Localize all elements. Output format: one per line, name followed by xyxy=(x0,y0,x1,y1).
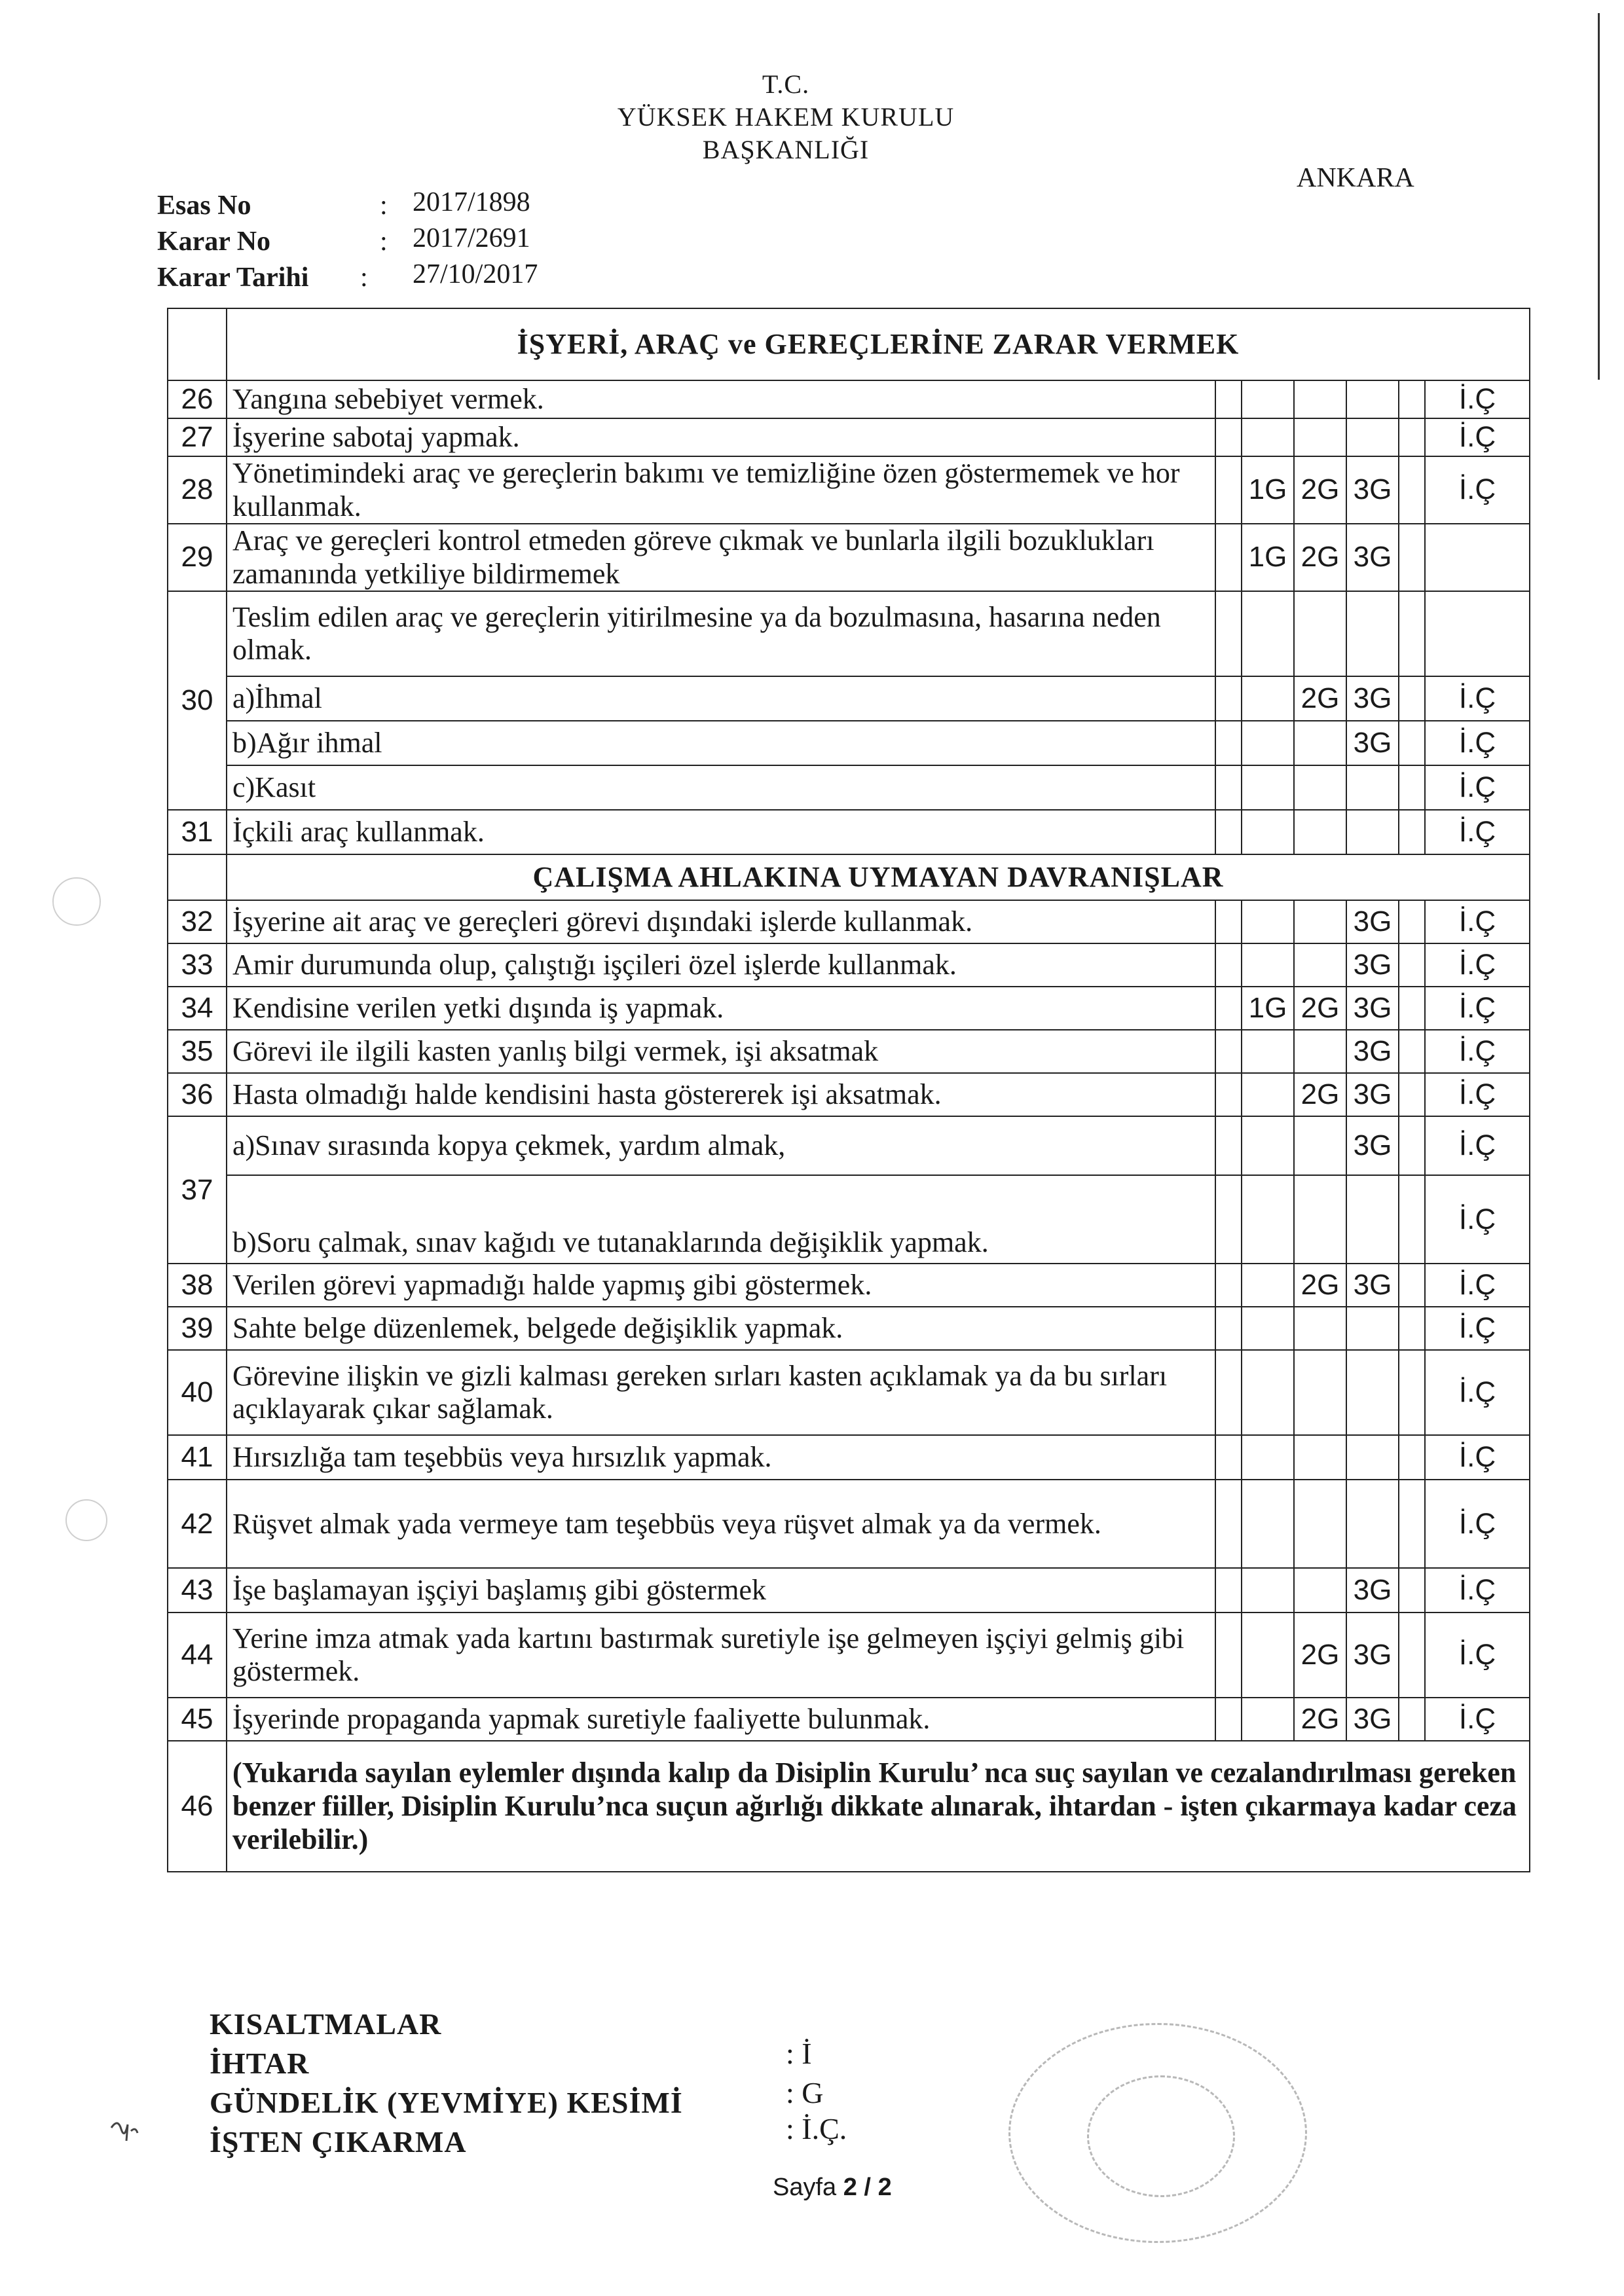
row-number: 40 xyxy=(168,1350,227,1435)
row-number: 33 xyxy=(168,943,227,987)
row-text: Görevine ilişkin ve gizli kalması gereken sırları kasten açıklamak ya da bu sırları açıklayarak çıkar sağlamak. xyxy=(227,1350,1215,1435)
abbreviations-title: KISALTMALAR xyxy=(210,2007,442,2041)
penalty-3g: 3G xyxy=(1346,1613,1399,1698)
penalty-dismissal: İ.Ç xyxy=(1425,1073,1530,1116)
row-number: 27 xyxy=(168,418,227,456)
penalty-dismissal: İ.Ç xyxy=(1425,1307,1530,1350)
penalty-3g: 3G xyxy=(1346,1698,1399,1741)
row-number: 30 xyxy=(168,591,227,810)
discipline-table xyxy=(167,308,1530,1872)
header-tc: T.C. xyxy=(762,69,810,99)
penalty-dismissal: İ.Ç xyxy=(1425,676,1530,721)
abbreviation-value: : İ xyxy=(786,2037,812,2070)
table-row xyxy=(168,1350,1530,1435)
penalty-dismissal: İ.Ç xyxy=(1425,418,1530,456)
table-row xyxy=(168,900,1530,943)
row-number: 29 xyxy=(168,524,227,591)
table-row xyxy=(168,987,1530,1030)
header-institution: YÜKSEK HAKEM KURULU xyxy=(617,102,955,132)
row-text: Sahte belge düzenlemek, belgede değişiklik yapmak. xyxy=(227,1307,1215,1350)
penalty-dismissal: İ.Ç xyxy=(1425,721,1530,765)
row-subtext: b)Soru çalmak, sınav kağıdı ve tutanaklarında değişiklik yapmak. xyxy=(227,1175,1215,1264)
row-number: 37 xyxy=(168,1116,227,1264)
row-number: 35 xyxy=(168,1030,227,1073)
penalty-dismissal: İ.Ç xyxy=(1425,1264,1530,1307)
header-city: ANKARA xyxy=(1297,163,1414,193)
page-total: 2 xyxy=(877,2174,892,2201)
penalty-dismissal: İ.Ç xyxy=(1425,1116,1530,1175)
row-number: 44 xyxy=(168,1613,227,1698)
penalty-3g: 3G xyxy=(1346,524,1399,591)
row-text: Rüşvet almak yada vermeye tam teşebbüs veya rüşvet almak ya da vermek. xyxy=(227,1480,1215,1568)
row-number: 32 xyxy=(168,900,227,943)
penalty-3g: 3G xyxy=(1346,900,1399,943)
abbreviation-value: : G xyxy=(786,2076,824,2109)
penalty-dismissal: İ.Ç xyxy=(1425,1030,1530,1073)
header-presidency: BAŞKANLIĞI xyxy=(702,135,870,164)
page-number xyxy=(773,2174,892,2202)
row-text: Amir durumunda olup, çalıştığı işçileri özel işlerde kullanmak. xyxy=(227,943,1215,987)
penalty-dismissal: İ.Ç xyxy=(1425,1568,1530,1613)
official-stamp-inner xyxy=(1087,2075,1235,2197)
row-subtext: c)Kasıt xyxy=(227,765,1215,810)
meta-label-esas: Esas No xyxy=(157,191,251,221)
row-text: İşe başlamayan işçiyi başlamış gibi göstermek xyxy=(227,1568,1215,1613)
row-number: 26 xyxy=(168,380,227,418)
meta-label-tarih: Karar Tarihi xyxy=(157,263,309,293)
penalty-2g: 2G xyxy=(1294,524,1346,591)
row-number: 43 xyxy=(168,1568,227,1613)
row-number: 46 xyxy=(168,1741,227,1872)
row-text: İşyerine sabotaj yapmak. xyxy=(227,418,1215,456)
table-row xyxy=(168,1568,1530,1613)
penalty-3g: 3G xyxy=(1346,943,1399,987)
penalty-3g: 3G xyxy=(1346,1264,1399,1307)
abbreviation-label: İHTAR xyxy=(210,2047,310,2080)
table-row xyxy=(168,380,1530,418)
penalty-dismissal: İ.Ç xyxy=(1425,810,1530,854)
table-row xyxy=(168,1307,1530,1350)
penalty-dismissal: İ.Ç xyxy=(1425,1698,1530,1741)
table-row xyxy=(168,1030,1530,1073)
meta-sep: : xyxy=(360,263,368,293)
row-number: 36 xyxy=(168,1073,227,1116)
meta-value-karar: 2017/2691 xyxy=(413,223,530,253)
meta-sep: : xyxy=(380,227,388,257)
table-row xyxy=(168,1698,1530,1741)
penalty-1g: 1G xyxy=(1242,524,1294,591)
section-title-ethics: ÇALIŞMA AHLAKINA UYMAYAN DAVRANIŞLAR xyxy=(227,854,1530,900)
row-text: İşyerine ait araç ve gereçleri görevi dışındaki işlerde kullanmak. xyxy=(227,900,1215,943)
table-subrow xyxy=(168,765,1530,810)
penalty-3g: 3G xyxy=(1346,456,1399,524)
row-text: Yangına sebebiyet vermek. xyxy=(227,380,1215,418)
penalty-dismissal: İ.Ç xyxy=(1425,1480,1530,1568)
penalty-2g: 2G xyxy=(1294,1613,1346,1698)
penalty-dismissal: İ.Ç xyxy=(1425,900,1530,943)
signature-mark xyxy=(108,2115,141,2144)
penalty-2g: 2G xyxy=(1294,987,1346,1030)
row-text: İşyerinde propaganda yapmak suretiyle faaliyette bulunmak. xyxy=(227,1698,1215,1741)
table-row xyxy=(168,1741,1530,1872)
table-row xyxy=(168,418,1530,456)
punch-hole-mark xyxy=(52,877,101,926)
row-number: 34 xyxy=(168,987,227,1030)
row-number: 45 xyxy=(168,1698,227,1741)
table-subrow xyxy=(168,1175,1530,1264)
penalty-3g: 3G xyxy=(1346,676,1399,721)
row-text: Verilen görevi yapmadığı halde yapmış gibi göstermek. xyxy=(227,1264,1215,1307)
penalty-1g: 1G xyxy=(1242,456,1294,524)
abbreviation-label: İŞTEN ÇIKARMA xyxy=(210,2125,467,2159)
table-row xyxy=(168,1435,1530,1480)
table-row xyxy=(168,456,1530,524)
table-row xyxy=(168,1073,1530,1116)
penalty-dismissal: İ.Ç xyxy=(1425,1613,1530,1698)
row-text: Kendisine verilen yetki dışında iş yapmak. xyxy=(227,987,1215,1030)
table-row xyxy=(168,1116,1530,1175)
table-row xyxy=(168,810,1530,854)
row-subtext: a)Sınav sırasında kopya çekmek, yardım almak, xyxy=(227,1116,1215,1175)
penalty-3g: 3G xyxy=(1346,1568,1399,1613)
penalty-2g: 2G xyxy=(1294,1698,1346,1741)
penalty-3g: 3G xyxy=(1346,1116,1399,1175)
page-current: 2 xyxy=(843,2174,857,2201)
penalty-dismissal: İ.Ç xyxy=(1425,1350,1530,1435)
row-subtext: a)İhmal xyxy=(227,676,1215,721)
penalty-3g: 3G xyxy=(1346,1030,1399,1073)
row-number: 28 xyxy=(168,456,227,524)
row-number: 42 xyxy=(168,1480,227,1568)
punch-hole-mark xyxy=(65,1499,107,1541)
section-title-damage: İŞYERİ, ARAÇ ve GEREÇLERİNE ZARAR VERMEK xyxy=(227,308,1530,380)
penalty-1g: 1G xyxy=(1242,987,1294,1030)
table-subrow xyxy=(168,721,1530,765)
page-separator: / xyxy=(857,2174,878,2201)
table-row xyxy=(168,1264,1530,1307)
penalty-dismissal: İ.Ç xyxy=(1425,765,1530,810)
row-text: Görevi ile ilgili kasten yanlış bilgi vermek, işi aksatmak xyxy=(227,1030,1215,1073)
penalty-3g: 3G xyxy=(1346,721,1399,765)
table-row xyxy=(168,591,1530,676)
row-text: Hırsızlığa tam teşebbüs veya hırsızlık yapmak. xyxy=(227,1435,1215,1480)
row-text: Hasta olmadığı halde kendisini hasta göstererek işi aksatmak. xyxy=(227,1073,1215,1116)
row-text: Yönetimindeki araç ve gereçlerin bakımı ve temizliğine özen göstermemek ve hor kullanmak. xyxy=(227,456,1215,524)
row-text: İçkili araç kullanmak. xyxy=(227,810,1215,854)
penalty-dismissal: İ.Ç xyxy=(1425,456,1530,524)
page-label: Sayfa xyxy=(773,2174,837,2201)
row-number: 39 xyxy=(168,1307,227,1350)
penalty-3g: 3G xyxy=(1346,1073,1399,1116)
penalty-2g: 2G xyxy=(1294,456,1346,524)
abbreviation-value: : İ.Ç. xyxy=(786,2112,847,2145)
row-text: Teslim edilen araç ve gereçlerin yitirilmesine ya da bozulmasına, hasarına neden olmak. xyxy=(227,591,1215,676)
row-number: 41 xyxy=(168,1435,227,1480)
penalty-dismissal: İ.Ç xyxy=(1425,1435,1530,1480)
row-text: Araç ve gereçleri kontrol etmeden göreve çıkmak ve bunlarla ilgili bozuklukları zamanında yetkiliye bildirmemek xyxy=(227,524,1215,591)
penalty-2g: 2G xyxy=(1294,676,1346,721)
penalty-dismissal: İ.Ç xyxy=(1425,380,1530,418)
meta-sep: : xyxy=(380,191,388,221)
table-row xyxy=(168,1480,1530,1568)
row-number: 31 xyxy=(168,810,227,854)
penalty-dismissal: İ.Ç xyxy=(1425,987,1530,1030)
penalty-dismissal: İ.Ç xyxy=(1425,1175,1530,1264)
row-text: Yerine imza atmak yada kartını bastırmak suretiyle işe gelmeyen işçiyi gelmiş gibi göstermek. xyxy=(227,1613,1215,1698)
abbreviation-label: GÜNDELİK (YEVMİYE) KESİMİ xyxy=(210,2086,683,2119)
penalty-dismissal: İ.Ç xyxy=(1425,943,1530,987)
page-edge-line xyxy=(1598,13,1600,380)
meta-label-karar: Karar No xyxy=(157,227,271,257)
table-row xyxy=(168,524,1530,591)
table-header-blank xyxy=(168,308,227,380)
row-number: 38 xyxy=(168,1264,227,1307)
meta-value-tarih: 27/10/2017 xyxy=(413,259,538,289)
meta-value-esas: 2017/1898 xyxy=(413,187,530,217)
table-row xyxy=(168,1613,1530,1698)
penalty-2g: 2G xyxy=(1294,1264,1346,1307)
table-row xyxy=(168,943,1530,987)
penalty-2g: 2G xyxy=(1294,1073,1346,1116)
row-text: (Yukarıda sayılan eylemler dışında kalıp da Disiplin Kurulu’ nca suç sayılan ve cezalandırılması gereken benzer fiiller, Disiplin Kurulu’nca suçun ağırlığı dikkate alınarak, ihtardan - işten çıkarmaya kadar ceza verilebilir.) xyxy=(227,1741,1530,1872)
table-subrow xyxy=(168,676,1530,721)
row-subtext: b)Ağır ihmal xyxy=(227,721,1215,765)
penalty-3g: 3G xyxy=(1346,987,1399,1030)
